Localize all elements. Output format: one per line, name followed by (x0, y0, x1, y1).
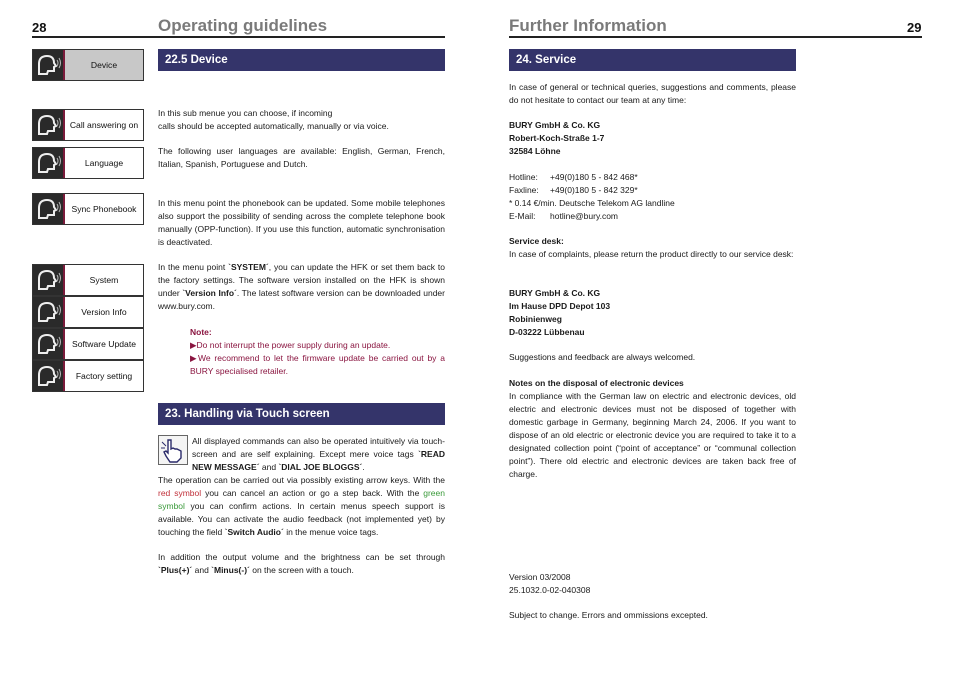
faxline-row (509, 184, 796, 197)
menu-label-factory-setting: Factory setting (75, 371, 133, 381)
address-main (509, 119, 796, 158)
touch-2d: green symbol (158, 488, 445, 511)
touch-text-volume (158, 551, 445, 577)
menu-label-system: System (89, 275, 119, 285)
system-text-b: `SYSTEM´ (228, 262, 269, 272)
left-page-number: 28 (32, 20, 47, 35)
speaking-head-icon (33, 110, 65, 140)
left-page-title: Operating guidelines (158, 16, 328, 35)
section-header-service: 24. Service (509, 49, 796, 71)
system-text-e: . The latest software version can be downloaded under www.bury.com. (158, 288, 445, 311)
menu-item-factory-setting[interactable] (32, 360, 144, 392)
menu-item-call-answering[interactable] (32, 109, 144, 141)
touch-1a: All displayed commands can also be operated intuitively via touch-screen and are self explaining. Except mere voice tags (192, 436, 445, 459)
speaking-head-icon (33, 329, 65, 359)
system-text-d: `Version Info´ (182, 288, 237, 298)
touch-1e: . (362, 462, 365, 472)
menu-item-version-info[interactable] (32, 296, 144, 328)
menu-item-system[interactable] (32, 264, 144, 296)
touch-2a: The operation can be carried out via possibly existing arrow keys. With the (158, 475, 445, 485)
disclaimer-text: Subject to change. Errors and ommissions excepted. (509, 610, 708, 620)
address-service-line-1: BURY GmbH & Co. KG (509, 288, 601, 298)
menu-label-software-update: Software Update (71, 339, 136, 349)
address-main-line-2: Robert-Koch-Straße 1-7 (509, 133, 605, 143)
section-header-device: 22.5 Device (158, 49, 445, 71)
system-text (158, 261, 445, 313)
pointing-hand-icon (158, 435, 188, 465)
touch-2e: you can confirm actions. In certain menus speech support is available. You can activate the audio feedback (not implemented yet) by touching the field (158, 501, 445, 537)
speaking-head-icon (33, 361, 65, 391)
touch-1d: `DIAL JOE BLOGGS´ (278, 462, 363, 472)
touch-2f: `Switch Audio´ (224, 527, 284, 537)
system-text-c: , you can update the HFK or set them back to the factory settings. The software version installed on the HFK is shown under (158, 262, 446, 298)
speaking-head-icon (33, 265, 65, 295)
email-label: E-Mail: (509, 211, 536, 221)
service-intro: In case of general or technical queries, suggestions and comments, please do not hesitate to contact our team at any time: (509, 82, 796, 105)
address-service-line-3: Robinienweg (509, 314, 562, 324)
speaking-head-icon (33, 148, 65, 178)
menu-label-version-info: Version Info (81, 307, 127, 317)
email-value: hotline@bury.com (550, 211, 618, 221)
note-line-2: ▶We recommend to let the firmware update be carried out by a BURY specialised retailer. (190, 353, 445, 376)
disposal-text: In compliance with the German law on electric and electronic devices, old electric and electronic devices must not be disposed of together with domestic garbage in Germany, beginning March 24, 2006. If you want to dispose of an old electric or electronic device you are required to take it to a designated collection point (“point of acceptance” or “communal collection point”). There old electric and electronic devices are taken back free of charge. (509, 391, 796, 479)
service-desk-title: Service desk: (509, 236, 564, 246)
call-answering-line-1: In this sub menue you can choose, if incoming (158, 108, 333, 118)
touch-3d: `Minus(-)´ (211, 565, 250, 575)
speaking-head-icon (33, 50, 65, 80)
address-service-line-2: Im Hause DPD Depot 103 (509, 301, 611, 311)
touch-text-operation (158, 474, 445, 539)
sync-phonebook-text: In this menu point the phonebook can be updated. Some mobile telephones also support the possibility of sending across the complete telephone book manually (OPP-function). If you use this function, automatic synchronisation is deactivated. (158, 198, 445, 247)
right-page-number: 29 (907, 20, 922, 35)
address-main-line-3: 32584 Löhne (509, 146, 561, 156)
menu-label-call-answering: Call answering on (69, 120, 139, 130)
call-answering-line-2: calls should be accepted automatically, manually or via voice. (158, 121, 389, 131)
menu-label-sync-phonebook: Sync Phonebook (71, 204, 137, 214)
version-line-2: 25.1032.0-02-040308 (509, 585, 591, 595)
contact-block (509, 171, 796, 223)
version-block (509, 571, 796, 597)
touch-3b: `Plus(+)´ (158, 565, 193, 575)
address-service-line-4: D-03222 Lübbenau (509, 327, 585, 337)
left-header-rule (32, 36, 445, 38)
disposal-block (509, 377, 796, 481)
disposal-title: Notes on the disposal of electronic devices (509, 378, 684, 388)
service-desk-text: In case of complaints, please return the product directly to our service desk: (509, 249, 794, 259)
address-main-line-1: BURY GmbH & Co. KG (509, 120, 601, 130)
hotline-row (509, 171, 796, 184)
right-page-title: Further Information (509, 16, 667, 35)
language-text: The following user languages are available: English, German, French, Italian, Spanish, Portuguese and Dutch. (158, 146, 445, 169)
menu-item-software-update[interactable] (32, 328, 144, 360)
speaking-head-icon (33, 194, 65, 224)
speaking-head-icon (33, 297, 65, 327)
note-title: Note: (190, 327, 212, 337)
menu-item-sync-phonebook[interactable] (32, 193, 144, 225)
service-desk-block (509, 235, 796, 261)
touch-1b: `READ NEW MESSAGE´ (192, 449, 445, 472)
menu-item-device[interactable] (32, 49, 144, 81)
address-service (509, 287, 796, 339)
menu-item-language[interactable] (32, 147, 144, 179)
touch-3a: In addition the output volume and the brightness can be set through (158, 552, 445, 562)
touch-3e: on the screen with a touch. (249, 565, 354, 575)
call-answering-text (158, 107, 445, 133)
touch-3c: and (192, 565, 212, 575)
faxline-label: Faxline: (509, 185, 539, 195)
hotline-value: +49(0)180 5 - 842 468* (550, 172, 638, 182)
hotline-label: Hotline: (509, 172, 538, 182)
touch-1c: and (259, 462, 279, 472)
system-text-a: In the menu point (158, 262, 229, 272)
touch-text-intro (192, 435, 445, 474)
right-header-rule (509, 36, 922, 38)
menu-label-device: Device (65, 50, 143, 80)
faxline-value: +49(0)180 5 - 842 329* (550, 185, 638, 195)
touch-2b: red symbol (158, 488, 202, 498)
tariff-note: * 0.14 €/min. Deutsche Telekom AG landline (509, 198, 675, 208)
note-box (190, 326, 445, 378)
version-line-1: Version 03/2008 (509, 572, 571, 582)
touch-2c: you can cancel an action or go a step back. With the (201, 488, 424, 498)
feedback-text: Suggestions and feedback are always welcomed. (509, 352, 696, 362)
menu-label-language: Language (84, 158, 124, 168)
section-header-touch: 23. Handling via Touch screen (158, 403, 445, 425)
touch-2g: in the menue voice tags. (283, 527, 379, 537)
email-row (509, 210, 796, 223)
note-line-1: ▶Do not interrupt the power supply during an update. (190, 340, 391, 350)
